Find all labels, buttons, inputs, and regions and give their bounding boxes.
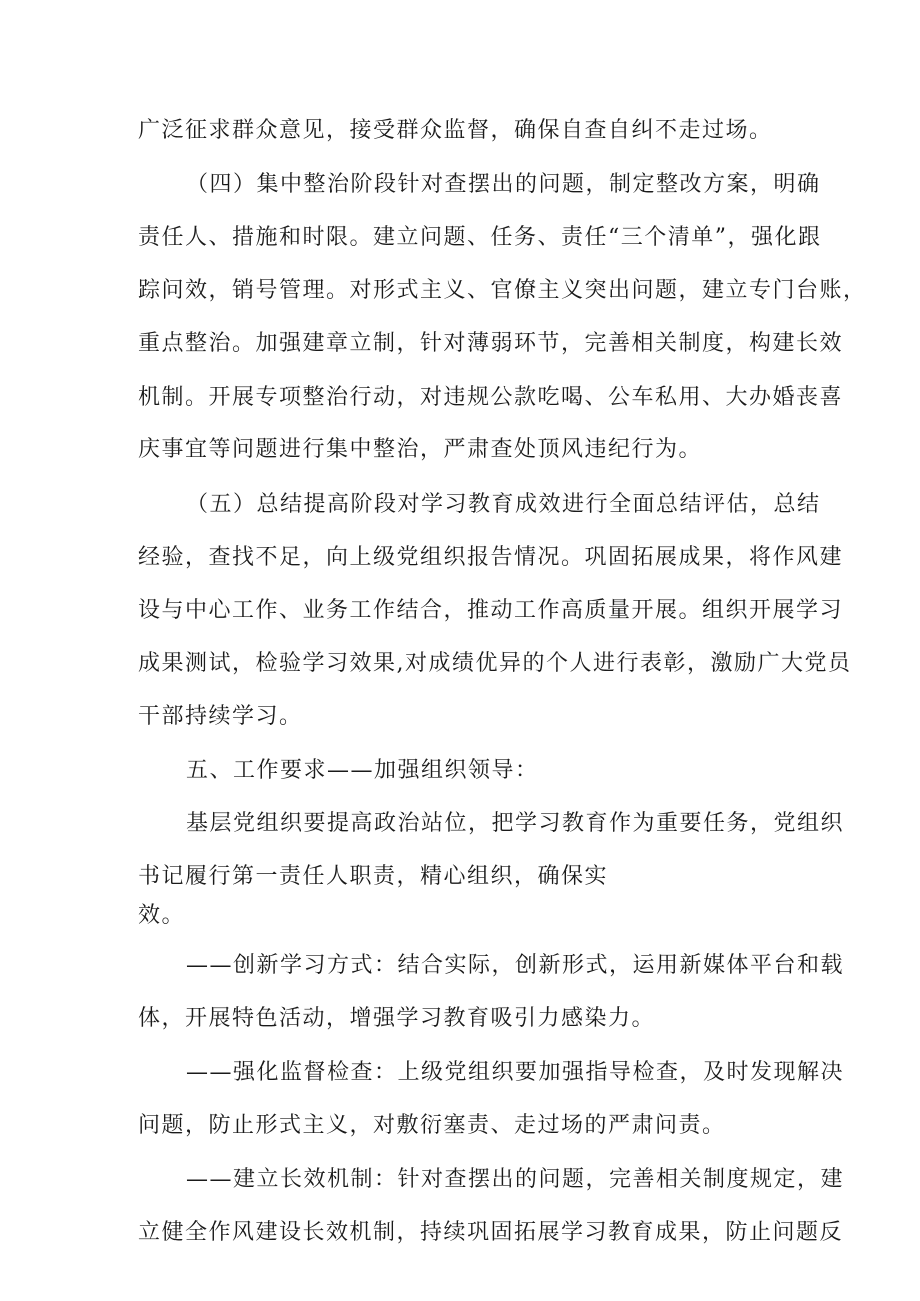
paragraph-line: 书记履行第一责任人职责，精心组织，确保实 xyxy=(138,864,609,889)
paragraph-line: 广泛征求群众意见，接受群众监督，确保自查自纠不走过场。 xyxy=(138,118,773,143)
paragraph-line: 踪问效，销号管理。对形式主义、官僚主义突出问题，建立专门台账， xyxy=(138,278,867,303)
paragraph-line: ——强化监督检查：上级党组织要加强指导检查，及时发现解决 xyxy=(186,1060,845,1085)
paragraph-line: ——建立长效机制：针对查摆出的问题，完善相关制度规定，建 xyxy=(186,1167,845,1192)
paragraph-line: 机制。开展专项整治行动，对违规公款吃喝、公车私用、大办婚丧喜 xyxy=(138,385,844,410)
paragraph-line: 效。 xyxy=(138,903,186,928)
paragraph-line: ——创新学习方式：结合实际，创新形式，运用新媒体平台和载 xyxy=(186,953,845,978)
paragraph-line: 问题，防止形式主义，对敷衍塞责、走过场的严肃问责。 xyxy=(138,1113,726,1138)
paragraph-line: 经验，查找不足，向上级党组织报告情况。巩固拓展成果，将作风建 xyxy=(138,545,844,570)
paragraph-line: 设与中心工作、业务工作结合，推动工作高质量开展。组织开展学习 xyxy=(138,598,844,623)
section-heading: 五、工作要求——加强组织领导： xyxy=(186,758,539,783)
paragraph-line: 成果测试，检验学习效果,对成绩优异的个人进行表彰，激励广大党员 xyxy=(138,651,852,676)
paragraph-line: 基层党组织要提高政治站位，把学习教育作为重要任务，党组织 xyxy=(186,811,845,836)
paragraph-line: 干部持续学习。 xyxy=(138,704,303,729)
paragraph-line: 责任人、措施和时限。建立问题、任务、责任“三个清单”，强化跟 xyxy=(138,225,822,250)
paragraph-line: 庆事宜等问题进行集中整治，严肃查处顶风违纪行为。 xyxy=(138,437,703,462)
paragraph-line: 重点整治。加强建章立制，针对薄弱环节，完善相关制度，构建长效 xyxy=(138,331,844,356)
paragraph-line: （五）总结提高阶段对学习教育成效进行全面总结评估，总结 xyxy=(186,492,821,517)
paragraph-line: 体，开展特色活动，增强学习教育吸引力感染力。 xyxy=(138,1006,656,1031)
paragraph-line: 立健全作风建设长效机制，持续巩固拓展学习教育成果，防止问题反 xyxy=(138,1220,844,1245)
paragraph-line: （四）集中整治阶段针对查摆出的问题，制定整改方案，明确 xyxy=(186,172,821,197)
